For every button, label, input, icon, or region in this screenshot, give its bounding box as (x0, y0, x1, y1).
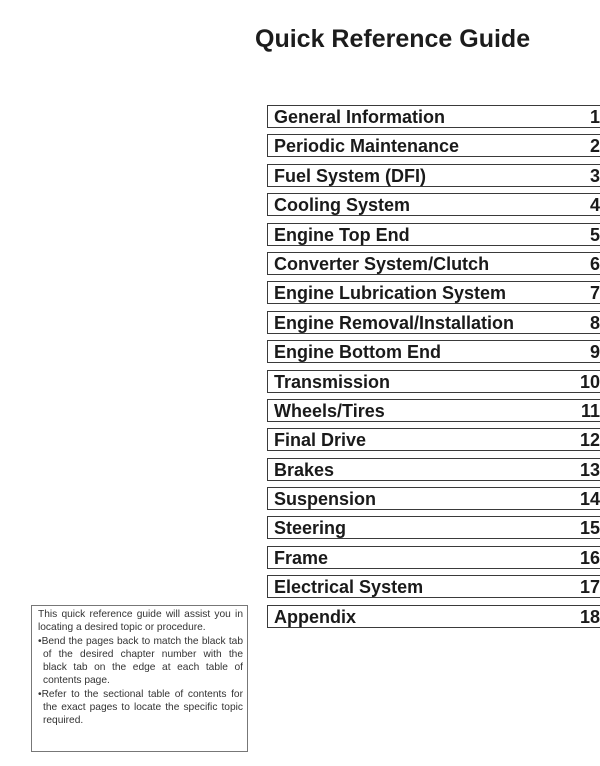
toc-entry-final-drive[interactable] (267, 428, 600, 451)
toc-label: Engine Lubrication System (274, 283, 507, 304)
toc-entry-fuel-system[interactable] (267, 164, 600, 187)
toc-entry-periodic-maintenance[interactable] (267, 134, 600, 157)
chapter-number: 12 (579, 430, 600, 451)
toc-label: Suspension (274, 489, 377, 510)
toc-label: Frame (274, 547, 329, 568)
toc-label: Wheels/Tires (274, 400, 385, 421)
toc-entry-suspension[interactable] (267, 487, 600, 510)
chapter-number: 4 (589, 195, 600, 216)
toc-entry-engine-lubrication-system[interactable] (267, 281, 600, 304)
toc-label: Electrical System (274, 577, 424, 598)
chapter-number: 10 (579, 371, 600, 392)
toc-label: Fuel System (DFI) (274, 165, 427, 186)
page-title: Quick Reference Guide (255, 25, 531, 53)
note-bullet: •Refer to the sectional table of contents for the exact pages to locate the specific topic required. (38, 688, 243, 727)
toc-entry-general-information[interactable] (267, 105, 600, 128)
note-intro: This quick reference guide will assist you in locating a desired topic or procedure. (38, 609, 243, 634)
toc-entry-steering[interactable] (267, 516, 600, 539)
chapter-number: 13 (579, 459, 600, 480)
chapter-number: 11 (580, 400, 600, 421)
chapter-number: 18 (579, 606, 600, 627)
toc-label: Engine Bottom End (274, 342, 441, 363)
table-of-contents (267, 105, 600, 634)
chapter-number: 1 (589, 107, 600, 127)
chapter-number: 8 (589, 312, 600, 333)
toc-label: Steering (274, 518, 347, 539)
chapter-number: 2 (589, 136, 600, 157)
toc-label: Brakes (274, 459, 335, 480)
chapter-number: 7 (589, 283, 600, 304)
chapter-number: 16 (579, 547, 600, 568)
toc-entry-wheels-tires[interactable] (267, 399, 600, 422)
toc-label: General Information (274, 107, 446, 127)
usage-note-box (31, 605, 248, 752)
toc-label: Final Drive (274, 430, 367, 451)
toc-label: Engine Top End (274, 224, 410, 245)
toc-entry-engine-top-end[interactable] (267, 223, 600, 246)
chapter-number: 6 (589, 253, 600, 274)
toc-entry-appendix[interactable] (267, 605, 600, 628)
chapter-number: 9 (589, 342, 600, 363)
chapter-number: 15 (579, 518, 600, 539)
toc-entry-cooling-system[interactable] (267, 193, 600, 216)
toc-entry-engine-removal-installation[interactable] (267, 311, 600, 334)
toc-entry-frame[interactable] (267, 546, 600, 569)
chapter-number: 3 (589, 165, 600, 186)
toc-label: Periodic Maintenance (274, 136, 460, 157)
toc-entry-transmission[interactable] (267, 370, 600, 393)
toc-entry-converter-system-clutch[interactable] (267, 252, 600, 275)
toc-entry-brakes[interactable] (267, 458, 600, 481)
toc-label: Engine Removal/Installation (274, 312, 515, 333)
toc-entry-engine-bottom-end[interactable] (267, 340, 600, 363)
toc-label: Appendix (274, 606, 357, 627)
toc-label: Cooling System (274, 195, 411, 216)
note-bullet: •Bend the pages back to match the black tab of the desired chapter number with the black tab on the edge at each table of contents page. (38, 635, 243, 687)
toc-entry-electrical-system[interactable] (267, 575, 600, 598)
chapter-number: 17 (579, 577, 600, 598)
chapter-number: 14 (579, 489, 600, 510)
chapter-number: 5 (589, 224, 600, 245)
toc-label: Converter System/Clutch (274, 253, 490, 274)
toc-label: Transmission (274, 371, 391, 392)
